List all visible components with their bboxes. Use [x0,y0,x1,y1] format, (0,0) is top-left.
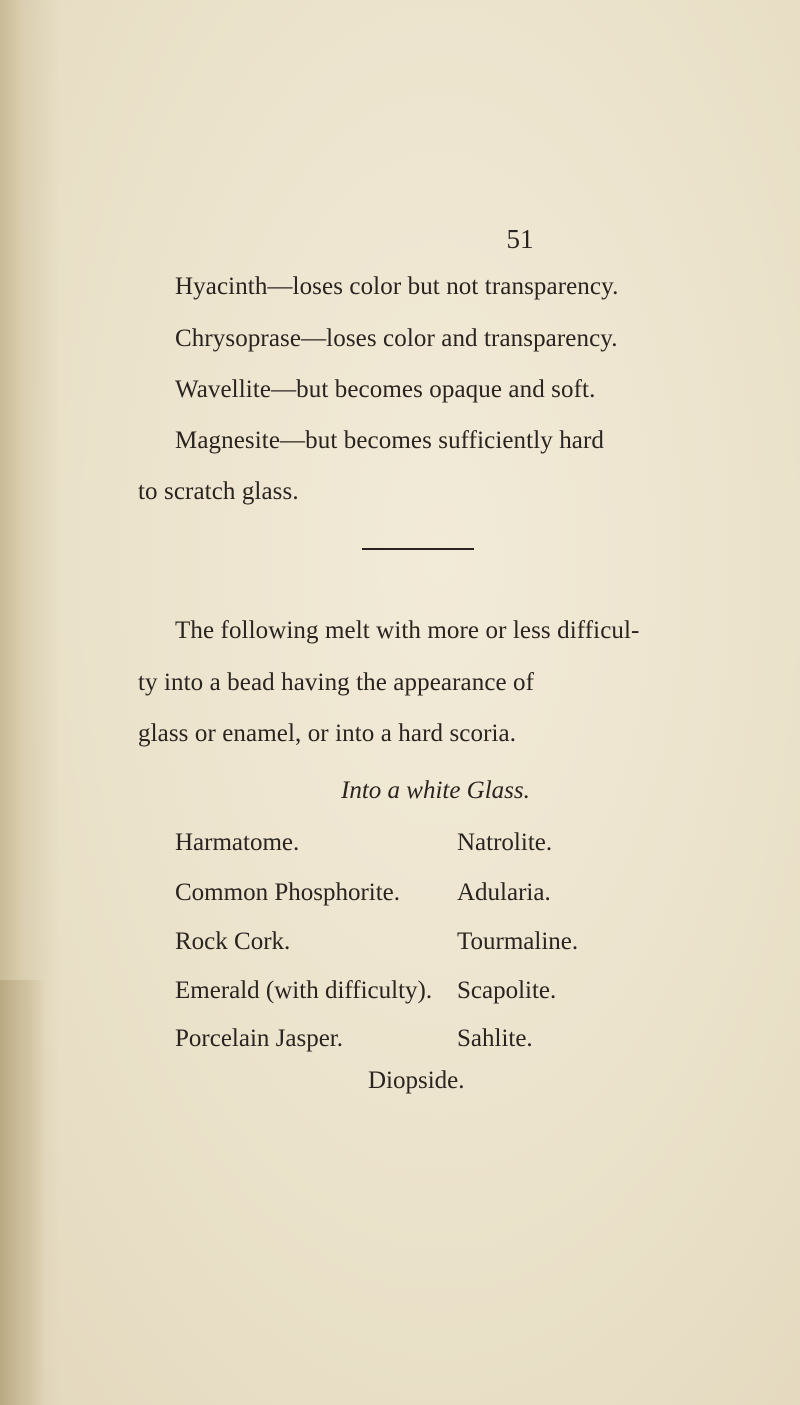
mineral-left: Porcelain Jasper. [175,1025,344,1052]
page-number: 51 [506,224,534,254]
mineral-left: Harmatome. [175,829,300,856]
list-item-continuation: to scratch glass. [138,478,299,505]
list-item: Wavellite—but becomes opaque and soft. [175,376,596,403]
paragraph-line: The following melt with more or less difficul- [175,617,640,644]
mineral-right: Tourmaline. [457,928,579,955]
list-item: Chrysoprase—loses color and transparency. [175,325,618,352]
mineral-right: Scapolite. [457,977,557,1004]
list-item: Hyacinth—loses color but not transparency. [175,273,619,300]
page-edge-shadow-lower [0,980,45,1405]
mineral-centered: Diopside. [368,1067,465,1094]
mineral-right: Natrolite. [457,829,553,856]
paragraph-line: ty into a bead having the appearance of [138,669,535,696]
mineral-right: Sahlite. [457,1025,533,1052]
mineral-left: Common Phosphorite. [175,879,401,906]
section-heading: Into a white Glass. [341,777,530,804]
section-divider [362,548,474,550]
paragraph-line: glass or enamel, or into a hard scoria. [138,720,517,747]
mineral-left: Rock Cork. [175,928,291,955]
list-item: Magnesite—but becomes sufficiently hard [175,427,605,454]
mineral-right: Adularia. [457,879,551,906]
mineral-left: Emerald (with difficulty). [175,977,433,1004]
